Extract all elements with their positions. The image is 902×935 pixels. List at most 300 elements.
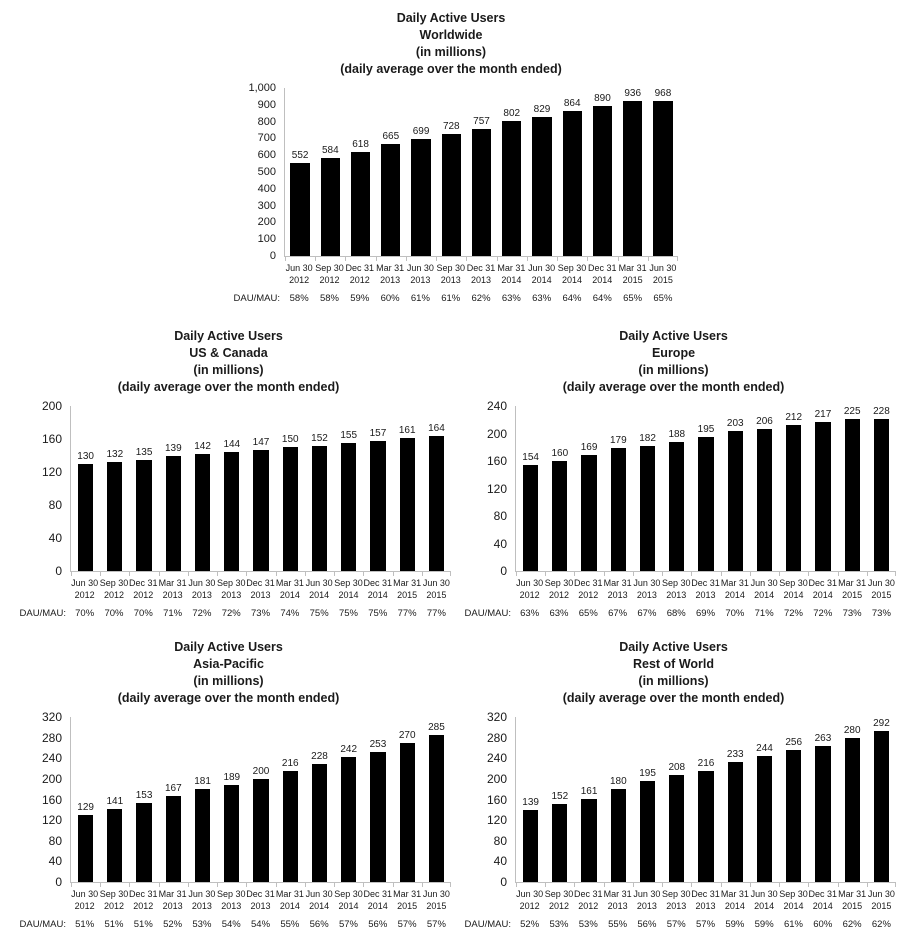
x-axis-labels [284,257,678,286]
bar [166,796,181,882]
daumau-value: 75% [338,608,358,619]
bar-slot [345,88,375,256]
daumau-value: 75% [368,608,388,619]
daumau-value: 75% [309,608,329,619]
x-tick-label: Jun 30 2014 [305,578,333,600]
x-axis-tick [376,257,377,261]
x-axis-tick [516,883,517,887]
x-axis-tick [305,572,306,576]
bar-value-label: 129 [77,802,94,814]
bar [400,743,415,882]
bar-slot [867,406,896,571]
bar-value-label: 936 [624,88,642,99]
bar [786,750,801,882]
bar-value-label: 757 [473,115,490,127]
bar-slot [71,717,100,882]
daumau-value: 68% [666,608,686,619]
x-axis-tick [691,572,692,576]
y-tick-label: 0 [500,564,507,578]
bar [523,465,538,571]
bar [312,446,327,571]
x-axis-tick [217,883,218,887]
y-tick-label: 320 [41,710,62,724]
x-axis-tick [159,572,160,576]
bar [611,789,626,882]
bar-slot [721,406,750,571]
chart-title-line-2: Europe [651,346,696,360]
y-tick-label: 80 [493,833,507,848]
x-axis-tick [721,572,722,576]
x-axis-tick [71,883,72,887]
y-axis-labels [224,82,284,262]
x-axis-tick [677,257,678,261]
bar [107,809,122,882]
bar [653,101,672,256]
bar-value-label: 665 [382,131,400,143]
plot-area [515,717,896,883]
daumau-value: 71% [754,608,774,619]
x-tick-label: Jun 30 2013 [633,889,661,911]
y-tick-label: 120 [41,813,62,828]
x-tick-label: Jun 30 2013 [188,889,216,911]
y-tick-label: 1,000 [248,82,276,94]
daumau-value: 60% [813,919,833,930]
daumau-value: 73% [842,608,862,619]
bar-value-label: 256 [785,737,803,748]
bar-value-label: 153 [135,790,153,802]
bar [107,462,122,571]
bar-slot [246,406,275,571]
x-axis-tick [450,883,451,887]
x-tick-label: Jun 30 2014 [305,889,333,911]
bar-value-label: 280 [843,724,861,736]
daumau-label: DAU/MAU: [464,919,511,930]
bar-value-label: 212 [785,412,803,424]
chart-rest-of-world [451,639,896,930]
daumau-value: 64% [592,293,612,304]
bar [341,757,356,882]
x-tick-label: Sep 30 2013 [436,263,465,285]
chart-title-line-1: Daily Active Users [619,640,728,654]
bar-slot [750,406,779,571]
bar-slot [604,406,633,571]
daumau-value: 70% [104,608,124,619]
x-tick-label: Dec 31 2012 [345,263,375,285]
bar [370,441,385,571]
chart-title-line-3: (in millions) [415,45,487,59]
x-tick-label: Sep 30 2014 [334,889,363,911]
x-tick-label: Dec 31 2014 [588,263,617,285]
bar-value-label: 160 [551,448,569,459]
bar-value-label: 152 [551,790,569,802]
daumau-value: 57% [338,919,358,930]
daumau-value: 52% [163,919,183,930]
x-tick-label: Jun 30 2015 [422,889,450,911]
y-tick-label: 400 [257,182,276,195]
bar [532,117,551,256]
x-tick-label: Jun 30 2012 [71,889,99,911]
daumau-value: 72% [192,608,212,619]
chart-title-line-1: Daily Active Users [174,640,283,654]
x-tick-label: Dec 31 2012 [574,889,603,911]
y-tick-label: 200 [41,399,62,413]
bar [351,152,370,256]
bar [312,764,327,882]
x-axis-tick [808,883,809,887]
bar-value-label: 142 [194,440,211,452]
bar-slot [691,406,720,571]
x-axis-tick [662,883,663,887]
daumau-label: DAU/MAU: [233,293,280,304]
x-axis-tick [188,883,189,887]
x-axis-tick [305,883,306,887]
x-axis-tick [246,883,247,887]
bar-value-label: 195 [639,768,656,780]
x-tick-label: Dec 31 2013 [691,578,720,600]
y-tick-label: 200 [41,771,62,786]
daumau-value: 58% [289,293,309,304]
bar-slot [315,88,345,256]
x-axis-tick [129,572,130,576]
daumau-value: 74% [280,608,300,619]
x-axis-tick [393,883,394,887]
daumau-value: 72% [813,608,833,619]
bar [195,789,210,882]
bar-value-label: 890 [594,93,611,105]
bar-slot [516,406,545,571]
bar [523,810,538,882]
x-axis-tick [466,257,467,261]
daumau-value: 65% [578,608,598,619]
chart-title [451,639,896,707]
daumau-value: 53% [549,919,569,930]
bar-slot [867,717,896,882]
y-axis-labels [6,710,70,889]
bar [429,436,444,571]
x-tick-label: Sep 30 2013 [216,889,246,911]
bar-slot [393,406,422,571]
chart-title [451,328,896,396]
y-tick-label: 120 [486,481,507,496]
bar-slot [497,88,527,256]
y-tick-label: 700 [257,132,276,145]
bar-value-label: 864 [563,97,581,109]
x-tick-label: Mar 31 2015 [393,889,422,911]
x-tick-label: Jun 30 2012 [71,578,99,600]
daumau-value: 73% [251,608,271,619]
daumau-values [70,601,451,619]
bar [640,781,655,882]
y-tick-label: 40 [493,536,507,551]
bar-slot [618,88,648,256]
plot-area [515,406,896,572]
bar-slot [334,406,363,571]
x-tick-label: Jun 30 2015 [867,889,895,911]
y-tick-label: 0 [500,875,507,889]
x-axis-tick [71,572,72,576]
bar [623,101,642,256]
bar [400,438,415,571]
plot-area [70,406,451,572]
y-tick-label: 240 [41,751,62,766]
x-tick-label: Jun 30 2013 [633,578,661,600]
chart-title-line-1: Daily Active Users [619,329,728,343]
x-tick-label: Mar 31 2015 [393,578,422,600]
daumau-value: 77% [426,608,446,619]
daumau-value: 77% [397,608,417,619]
daumau-value: 61% [441,293,461,304]
x-tick-label: Dec 31 2014 [363,889,393,911]
y-tick-label: 40 [493,854,507,869]
bar-value-label: 154 [522,452,539,464]
bar-slot [662,406,691,571]
bar-slot [633,717,662,882]
bar-slot [217,717,246,882]
bar-slot [71,406,100,571]
bar [611,448,626,571]
daumau-label: DAU/MAU: [464,608,511,619]
x-axis-tick [808,572,809,576]
bar [136,803,151,882]
x-tick-label: Dec 31 2014 [363,578,393,600]
x-axis-tick [436,257,437,261]
y-tick-label: 240 [486,399,507,413]
x-axis-tick [633,883,634,887]
bar-slot [574,406,603,571]
bar-value-label: 139 [164,443,182,455]
x-tick-label: Sep 30 2013 [661,889,691,911]
bar-slot [808,406,837,571]
y-tick-label: 0 [55,564,62,578]
daumau-value: 72% [783,608,803,619]
bar-slot [276,717,305,882]
x-tick-label: Sep 30 2014 [779,889,808,911]
bar-value-label: 179 [609,434,627,446]
bar-slot [466,88,496,256]
daumau-value: 52% [520,919,540,930]
chart-title-line-2: Worldwide [419,28,483,42]
bar-slot [246,717,275,882]
bar-value-label: 699 [412,125,430,137]
x-axis-tick [648,257,649,261]
x-tick-label: Mar 31 2015 [618,263,647,285]
charts-row-middle [0,328,902,619]
daumau-value: 63% [532,293,552,304]
bar [698,771,713,882]
bar-value-label: 150 [281,434,299,446]
daumau-value: 51% [104,919,124,930]
bar [669,442,684,571]
x-axis-tick [604,572,605,576]
bar [78,815,93,882]
x-axis-tick [497,257,498,261]
plot-area [284,88,678,257]
bar-slot [662,717,691,882]
x-axis-tick [838,572,839,576]
x-tick-label: Mar 31 2013 [376,263,405,285]
x-tick-label: Sep 30 2012 [315,263,344,285]
daumau-value: 57% [397,919,417,930]
bar-value-label: 189 [223,771,241,783]
x-tick-label: Mar 31 2015 [838,578,867,600]
x-axis-tick [334,883,335,887]
x-axis-tick [363,883,364,887]
chart-title-line-1: Daily Active Users [396,11,506,25]
y-tick-label: 280 [41,730,62,745]
bar [283,771,298,882]
daumau-value: 65% [623,293,643,304]
x-tick-label: Sep 30 2012 [99,889,129,911]
bar-value-label: 829 [533,103,551,115]
x-axis-tick [363,572,364,576]
y-tick-label: 120 [486,813,507,828]
x-axis-labels [70,572,451,601]
y-tick-label: 80 [493,509,507,523]
bar-value-label: 130 [77,450,94,462]
x-tick-label: Jun 30 2014 [528,263,556,285]
bar [429,735,444,882]
x-tick-label: Sep 30 2013 [661,578,691,600]
bar [640,446,655,571]
bar-value-label: 147 [252,436,270,448]
bar-slot [188,717,217,882]
bar-value-label: 155 [340,430,358,442]
bar [253,450,268,571]
bar-value-label: 182 [639,432,656,444]
bar-slot [334,717,363,882]
y-tick-label: 160 [486,454,507,468]
daumau-value: 70% [133,608,153,619]
bar [290,163,309,256]
daumau-value: 51% [75,919,95,930]
bar-value-label: 228 [873,406,890,417]
x-axis-tick [557,257,558,261]
daumau-value: 63% [501,293,521,304]
daumau-value: 63% [520,608,540,619]
bar-value-label: 157 [369,428,387,440]
daumau-value: 51% [133,919,153,930]
bar-value-label: 144 [223,439,241,451]
bar-value-label: 208 [668,761,686,773]
x-axis-tick [422,572,423,576]
x-tick-label: Dec 31 2012 [574,578,603,600]
bar [874,419,889,571]
x-axis-tick [838,883,839,887]
bar-slot [527,88,557,256]
x-tick-label: Jun 30 2014 [750,578,778,600]
bar-slot [587,88,617,256]
x-tick-label: Jun 30 2012 [516,889,544,911]
bar [786,425,801,571]
x-axis-tick [895,883,896,887]
daumau-value: 65% [653,293,673,304]
bar-slot [129,406,158,571]
bar-value-label: 132 [106,449,124,461]
x-axis-tick [545,883,546,887]
bar-slot [159,717,188,882]
bar [411,139,430,256]
bar-value-label: 618 [352,139,369,151]
x-tick-label: Dec 31 2012 [129,578,158,600]
chart-title [224,10,678,78]
bar [472,129,491,256]
x-axis-labels [515,883,896,912]
daumau-value: 58% [319,293,339,304]
x-axis-tick [574,883,575,887]
bar [581,455,596,571]
bar-slot [604,717,633,882]
chart-title-line-2: Asia-Pacific [193,657,264,671]
chart-title-line-4: (daily average over the month ended) [117,691,340,705]
bar-value-label: 285 [428,722,445,734]
x-axis-tick [750,572,751,576]
x-tick-label: Jun 30 2015 [867,578,895,600]
x-axis-tick [867,572,868,576]
daumau-value: 70% [75,608,95,619]
x-tick-label: Sep 30 2013 [216,578,246,600]
chart-title-line-3: (in millions) [638,674,709,688]
y-tick-label: 0 [269,250,276,262]
bar-slot [363,406,392,571]
chart-title-line-4: (daily average over the month ended) [117,380,340,394]
bar-value-label: 167 [164,782,182,794]
daumau-value: 72% [221,608,241,619]
bar-value-label: 228 [311,751,328,763]
bar [552,804,567,882]
x-axis-tick [587,257,588,261]
bar-slot [393,717,422,882]
daumau-value: 55% [280,919,300,930]
daumau-value: 63% [549,608,569,619]
daumau-value: 57% [666,919,686,930]
bar [728,762,743,882]
bar-slot [633,406,662,571]
bar-value-label: 225 [843,406,861,417]
bar-slot [545,717,574,882]
y-tick-label: 200 [257,216,276,229]
bar-slot [838,717,867,882]
x-tick-label: Jun 30 2012 [516,578,544,600]
bar [442,134,461,256]
chart-title-line-2: US & Canada [189,346,268,360]
bar-slot [808,717,837,882]
x-tick-label: Jun 30 2013 [188,578,216,600]
x-axis-tick [285,257,286,261]
bar [253,779,268,882]
bar [845,419,860,571]
x-tick-label: Mar 31 2015 [838,889,867,911]
x-tick-label: Jun 30 2015 [422,578,450,600]
x-axis-tick [315,257,316,261]
bar [593,106,612,256]
bar-slot [129,717,158,882]
bar-value-label: 728 [442,120,460,132]
daumau-values [515,601,896,619]
bar-value-label: 181 [194,775,211,787]
bar-value-label: 152 [311,432,328,444]
daumau-value: 54% [251,919,271,930]
x-tick-label: Sep 30 2014 [334,578,363,600]
charts-row-bottom [0,639,902,930]
chart-title-line-3: (in millions) [193,363,264,377]
y-tick-label: 200 [486,771,507,786]
bar-value-label: 180 [609,776,627,788]
x-tick-label: Mar 31 2013 [603,889,632,911]
x-tick-label: Mar 31 2014 [720,578,749,600]
x-axis-tick [633,572,634,576]
x-tick-label: Dec 31 2013 [246,889,275,911]
x-tick-label: Sep 30 2012 [544,889,574,911]
